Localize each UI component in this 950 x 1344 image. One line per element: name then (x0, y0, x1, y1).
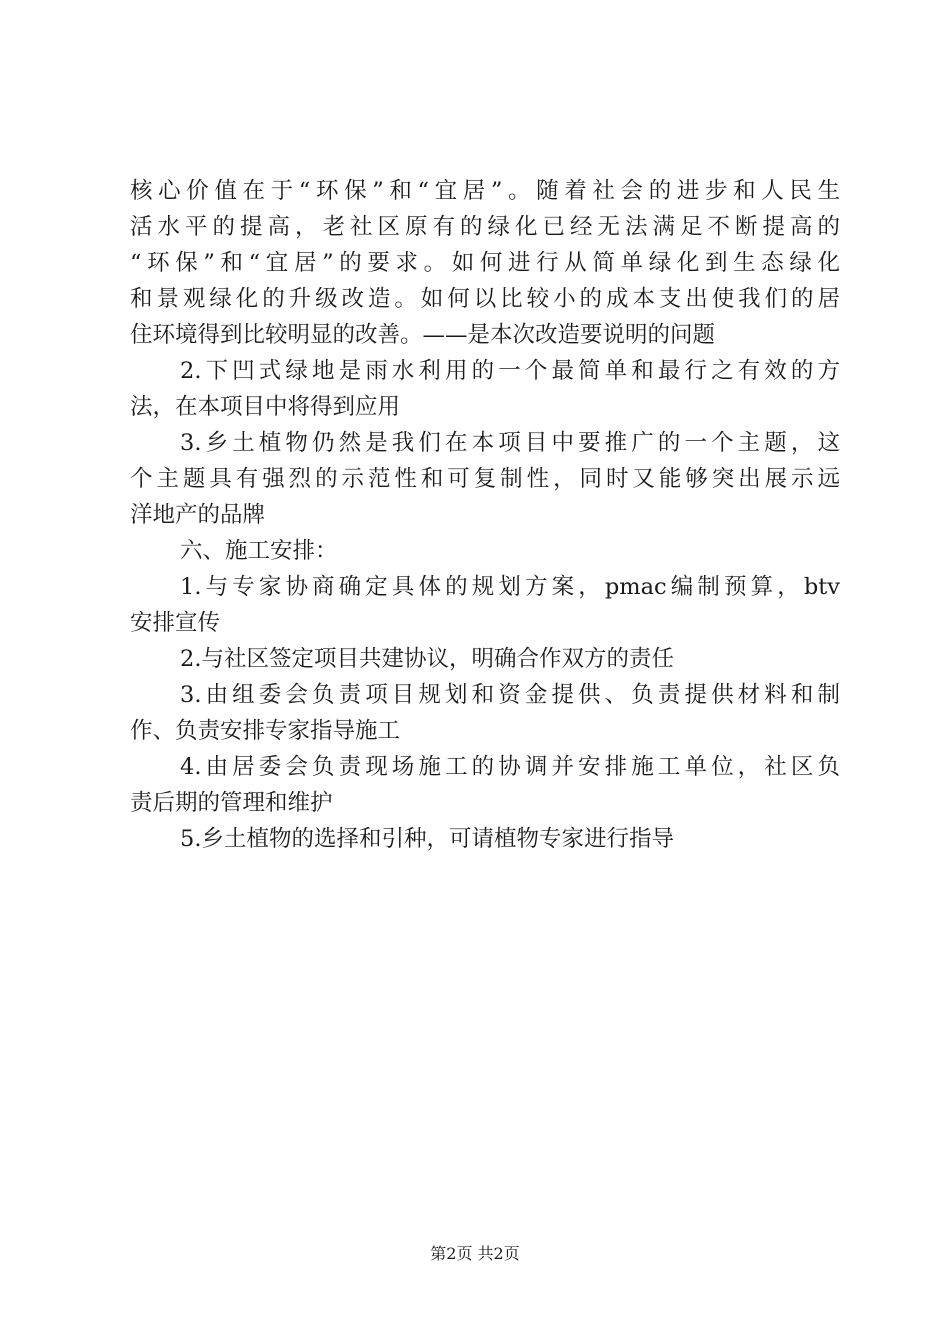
paragraph-line: 4.由居委会负责现场施工的协调并安排施工单位，社区负 (180, 754, 840, 780)
paragraph-line: 安排宣传 (130, 610, 221, 636)
document-body (130, 173, 840, 857)
paragraph-line: 洋地产的品牌 (130, 502, 266, 528)
paragraph-line: 和景观绿化的升级改造。如何以比较小的成本支出使我们的居 (130, 286, 840, 312)
paragraph-line: 责后期的管理和维护 (130, 790, 333, 816)
paragraph-line: 3.乡土植物仍然是我们在本项目中要推广的一个主题，这 (180, 430, 840, 456)
paragraph-line: 1.与专家协商确定具体的规划方案，pmac编制预算，btv (180, 574, 840, 600)
paragraph-line: 个主题具有强烈的示范性和可复制性，同时又能够突出展示远 (130, 466, 840, 492)
paragraph-line: 活水平的提高，老社区原有的绿化已经无法满足不断提高的 (130, 214, 840, 240)
paragraph-line: 5.乡土植物的选择和引种，可请植物专家进行指导 (180, 826, 674, 852)
page-footer: 第2页 共2页 (430, 1244, 520, 1263)
paragraph-line: 2.与社区签定项目共建协议，明确合作双方的责任 (180, 646, 674, 672)
paragraph-line: 核心价值在于“环保”和“宜居”。随着社会的进步和人民生 (130, 178, 840, 204)
paragraph-line: “环保”和“宜居”的要求。如何进行从简单绿化到生态绿化 (130, 250, 840, 276)
paragraph-line: 作、负责安排专家指导施工 (130, 718, 401, 744)
paragraph-line: 法，在本项目中将得到应用 (130, 394, 401, 420)
paragraph-line: 2.下凹式绿地是雨水利用的一个最简单和最行之有效的方 (180, 358, 840, 384)
paragraph-line: 3.由组委会负责项目规划和资金提供、负责提供材料和制 (180, 682, 840, 708)
section-heading: 六、施工安排： (180, 538, 338, 564)
paragraph-line: 住环境得到比较明显的改善。——是本次改造要说明的问题 (130, 322, 716, 348)
